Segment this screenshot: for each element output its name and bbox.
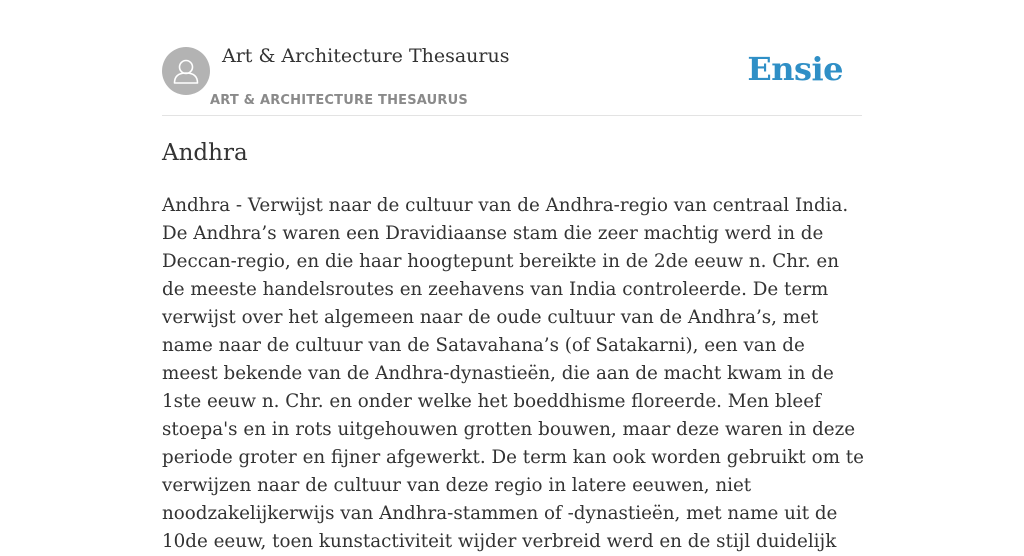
content-container	[162, 0, 864, 552]
user-icon	[162, 47, 210, 95]
entry-header	[162, 0, 862, 116]
avatar[interactable]	[162, 47, 210, 95]
source-title-link[interactable]: Art & Architecture Thesaurus	[222, 45, 510, 67]
entry-body: Andhra - Verwijst naar de cultuur van de Andhra-regio van centraal India. De Andhra’s waren een Dravidiaanse stam die zeer machtig werd in de Deccan-regio, en die haar hoogtepunt bereikte in de 2de eeuw n. Chr. en de meeste handelsroutes en zeehavens van India controleerde. De term verwijst over het algemeen naar de oude cultuur van de Andhra’s, met name naar de cultuur van de Satavahana’s (of Satakarni), een van de meest bekende van de Andhra-dynastieën, die aan de macht kwam in de 1ste eeuw n. Chr. en onder welke het boeddhisme floreerde. Men bleef stoepa's en in rots uitgehouwen grotten bouwen, maar deze waren in deze periode groter en fijner afgewerkt. De term kan ook worden gebruikt om te verwijzen naar de cultuur van deze regio in latere eeuwen, niet noodzakelijkerwijs van Andhra-stammen of -dynastieën, met name uit de 10de eeuw, toen kunstactiviteit wijder verbreid werd en de stijl duidelijk	[162, 195, 864, 552]
brand-logo[interactable]: Ensie	[747, 50, 843, 88]
source-subtitle-link[interactable]: ART & ARCHITECTURE THESAURUS	[210, 93, 468, 108]
entry-title: Andhra	[162, 140, 248, 166]
